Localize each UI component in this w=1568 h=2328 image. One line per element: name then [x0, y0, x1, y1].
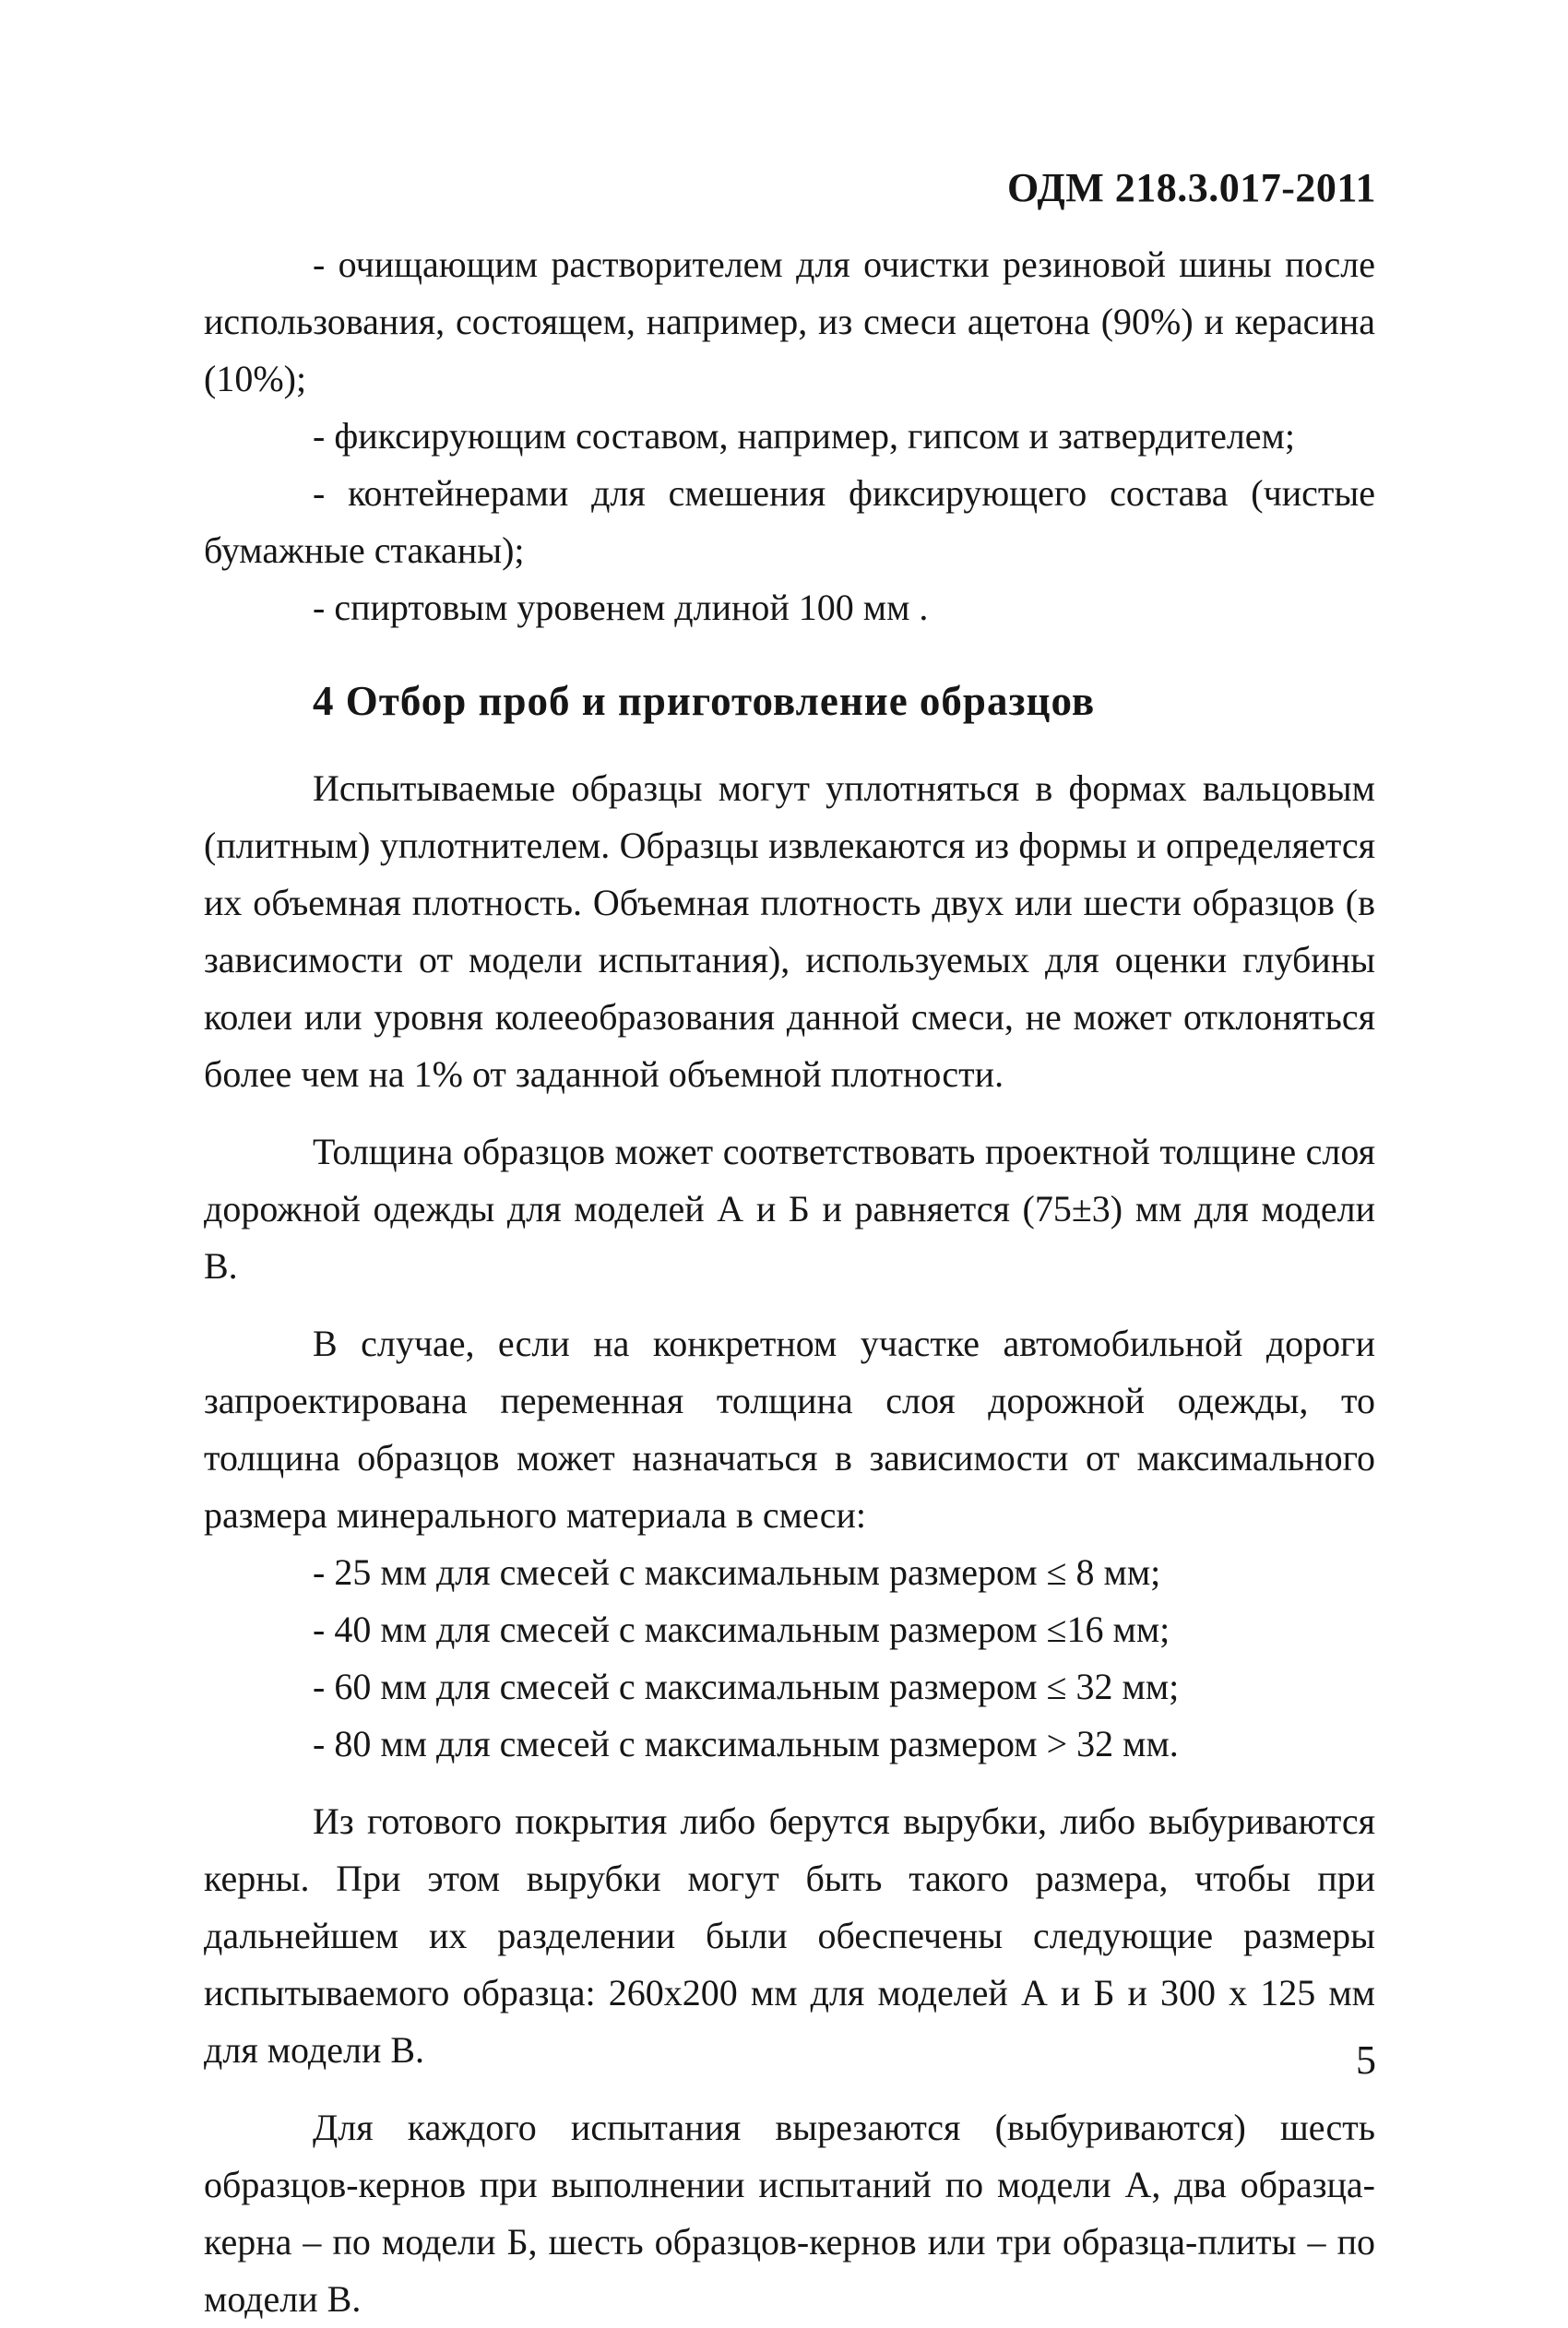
materials-item: - фиксирующим составом, например, гипсом и затвердителем;	[313, 415, 1295, 457]
body-paragraph: Толщина образцов может соответствовать проектной толщине слоя дорожной одежды для моделей А и Б и равняется (75±3) мм для модели В.	[204, 1131, 1375, 1287]
body-paragraph: В случае, если на конкретном участке автомобильной дороги запроектирована переменная толщина слоя дорожной одежды, то толщина образцов может назначаться в зависимости от максимального размера минерального материала в смеси:	[204, 1323, 1375, 1536]
section-heading: 4 Отбор проб и приготовление образцов	[313, 678, 1096, 724]
materials-item: - спиртовым уровенем длиной 100 мм .	[313, 587, 929, 628]
body-paragraph: Испытываемые образцы могут уплотняться в формах вальцовым (плитным) уплотнителем. Образцы извлекаются из формы и определяется их объемная плотность. Объемная плотность двух или шести образцов (в зависимости от модели испытания), используемых для оценки глубины колеи или уровня колееобразования данной смеси, не может отклоняться более чем на 1% от заданной объемной плотности.	[204, 767, 1375, 1095]
page-content	[204, 236, 1375, 2328]
body-paragraph: Для каждого испытания вырезаются (выбуриваются) шесть образцов-кернов при выполнении испытаний по модели А, два образца-керна – по модели Б, шесть образцов-кернов или три образца-плиты – по модели В.	[204, 2107, 1375, 2320]
body-paragraph: Из готового покрытия либо берутся вырубки, либо выбуриваются керны. При этом вырубки могут быть такого размера, чтобы при дальнейшем их разделении были обеспечены следующие размеры испытываемого образца: 260х200 мм для моделей А и Б и 300 х 125 мм для модели В.	[204, 1800, 1375, 2071]
thickness-list-item: - 60 мм для смесей с максимальным размером ≤ 32 мм;	[313, 1666, 1180, 1707]
thickness-list-item: - 80 мм для смесей с максимальным размером > 32 мм.	[313, 1723, 1179, 1764]
materials-item: - контейнерами для смешения фиксирующего состава (чистые бумажные стаканы);	[204, 472, 1375, 571]
page-number: 5	[1356, 2037, 1376, 2083]
thickness-list-item: - 40 мм для смесей с максимальным размером ≤16 мм;	[313, 1609, 1170, 1650]
document-code: ОДМ 218.3.017-2011	[1006, 165, 1376, 210]
thickness-list-item: - 25 мм для смесей с максимальным размером ≤ 8 мм;	[313, 1551, 1161, 1593]
materials-item: - очищающим растворителем для очистки резиновой шины после использования, состоящем, например, из смеси ацетона (90%) и керасина (10%);	[204, 243, 1375, 399]
